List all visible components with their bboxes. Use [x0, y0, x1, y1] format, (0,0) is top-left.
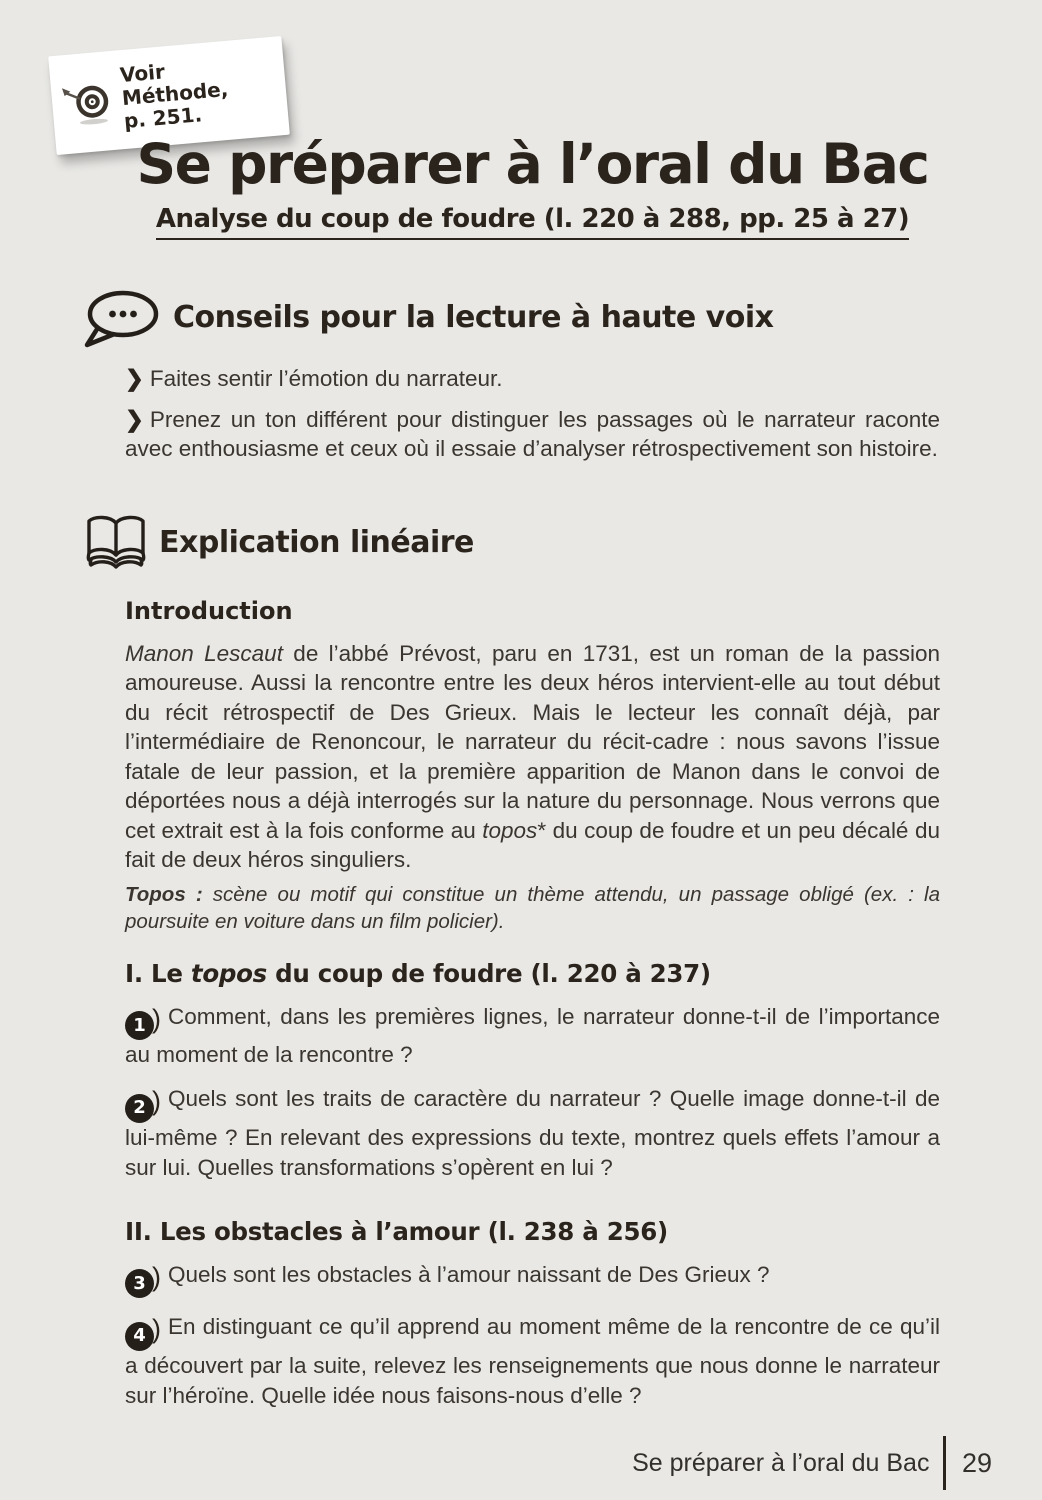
footer-chapter-label: Se préparer à l’oral du Bac: [632, 1448, 930, 1477]
question-3: 3 ) Quels sont les obstacles à l’amour naissant de Des Grieux ?: [125, 1260, 940, 1299]
badge-paren: ): [152, 1314, 161, 1345]
badge-paren: ): [152, 1086, 161, 1117]
part1-heading: I. Le topos du coup de foudre (l. 220 à 237): [125, 958, 711, 988]
section-conseils: [125, 288, 940, 463]
badge-paren: ): [152, 1003, 161, 1034]
conseils-heading: Conseils pour la lecture à haute voix: [173, 300, 774, 336]
badge-paren: ): [152, 1261, 161, 1292]
footer-page-number: 29: [961, 1447, 992, 1478]
chevron-bullet-icon: ❯: [125, 406, 144, 432]
question-number-badge: 3: [125, 1269, 154, 1298]
question-number-badge: 2: [125, 1094, 154, 1123]
open-book-icon: [83, 513, 149, 573]
conseils-bullets: [125, 364, 940, 463]
footer-divider: [943, 1436, 946, 1490]
explication-heading-row: [83, 513, 940, 573]
note-text: Voir Méthode, p. 251.: [118, 59, 230, 133]
page-subtitle: Analyse du coup de foudre (l. 220 à 288, pp. 25 à 27): [125, 204, 940, 234]
dartboard-icon: [60, 74, 118, 129]
question-number-badge: 4: [125, 1322, 154, 1351]
speech-bubble-icon: [83, 288, 163, 348]
question-2: 2 ) Quels sont les traits de caractère du narrateur ? Quelle image donne-t-il de lui-même ? En relevant des expressions du texte, montrez quels effets l’amour a sur lui. Quelles transformations s’opèrent en lui ?: [125, 1086, 940, 1180]
section-explication: [125, 513, 940, 1411]
intro-title: Introduction: [125, 596, 293, 625]
intro-paragraph: Manon Lescaut de l’abbé Prévost, paru en 1731, est un roman de la passion amoureuse. Aussi la rencontre entre les deux héros intervient-elle au tout début du récit rétrospectif de Des Grieux. Mais le lecteur les connaît déjà, par l’intermédiaire de Renoncour, le narrateur du récit-cadre : nous savons l’issue fatale de leur passion, et la première apparition de Manon dans le convoi de déportées nous a déjà interrogés sur la nature du personnage. Nous verrons que cet extrait est à la fois conforme au topos* du coup de foudre et un peu décalé du fait de deux héros singuliers.: [125, 640, 940, 873]
question-4: 4 ) En distinguant ce qu’il apprend au moment même de la rencontre de ce qu’il a découvert par la suite, relevez les renseignements que nous donne le narrateur sur l’héroïne. Quelle idée nous faisons-nous d’elle ?: [125, 1314, 940, 1408]
question-number-badge: 1: [125, 1011, 154, 1040]
topos-definition: Topos : scène ou motif qui constitue un thème attendu, un passage obligé (ex. : la poursuite en voiture dans un film policier).: [125, 882, 940, 933]
conseils-heading-row: [83, 288, 940, 348]
explication-heading: Explication linéaire: [159, 525, 474, 561]
part2-heading: II. Les obstacles à l’amour (l. 238 à 256): [125, 1216, 668, 1246]
page-title: Se préparer à l’oral du Bac: [136, 132, 929, 196]
bullet-item: ❯ Prenez un ton différent pour distinguer les passages où le narrateur raconte avec enthousiasme et ceux où il essaie d’analyser rétrospectivement son histoire.: [125, 406, 940, 461]
page-footer: [632, 1436, 992, 1490]
question-1: 1 ) Comment, dans les premières lignes, le narrateur donne-t-il de l’importance au moment de la rencontre ?: [125, 1003, 940, 1068]
chevron-bullet-icon: ❯: [125, 365, 144, 391]
bullet-item: ❯ Faites sentir l’émotion du narrateur.: [125, 365, 503, 391]
